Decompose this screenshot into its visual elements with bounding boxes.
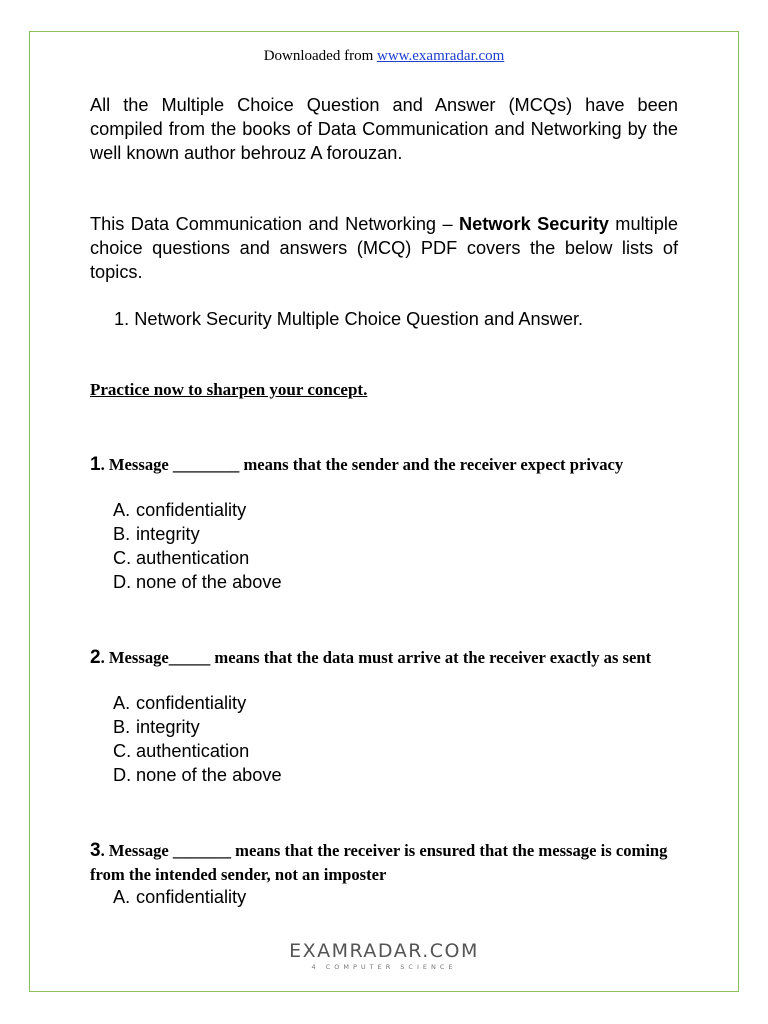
logo-tagline: 4 COMPUTER SCIENCE — [311, 963, 457, 971]
practice-heading: Practice now to sharpen your concept. — [90, 380, 368, 399]
option-b: B. integrity — [113, 717, 200, 737]
question-3 — [90, 839, 690, 887]
intro-paragraph-1-block — [90, 93, 678, 165]
question-text: . Message ________ means that the sender and the receiver expect privacy — [100, 455, 624, 474]
option-d: D. none of the above — [113, 765, 282, 785]
option-c: C. authentication — [113, 741, 250, 761]
question-2 — [90, 646, 690, 670]
question-number: 2 — [90, 647, 101, 668]
download-header — [0, 48, 768, 65]
logo-text: EXAMRADAR.COM — [289, 940, 479, 962]
question-2-options — [113, 691, 282, 787]
intro-paragraph-2: This Data Communication and Networking – Network Security multiple choice questions and answers (MCQ) PDF covers the below lists of topics. — [90, 214, 678, 282]
topic-highlight: Network Security — [458, 214, 609, 234]
question-text: . Message_____ means that the data must arrive at the receiver exactly as sent — [100, 648, 652, 667]
question-number: 1 — [90, 454, 101, 475]
option-c: C. authentication — [113, 548, 250, 568]
question-1 — [90, 453, 690, 477]
examradar-logo — [0, 940, 768, 971]
intro-paragraph-2-block — [90, 212, 678, 284]
option-a: A. confidentiality — [113, 887, 247, 907]
header-prefix: Downloaded from — [263, 48, 377, 64]
option-d: D. none of the above — [113, 572, 282, 592]
option-a: A. confidentiality — [113, 693, 247, 713]
option-b: B. integrity — [113, 524, 200, 544]
examradar-link[interactable]: www.examradar.com — [377, 48, 505, 64]
option-a: A. confidentiality — [113, 500, 247, 520]
question-number: 3 — [90, 840, 101, 861]
intro-paragraph-1: All the Multiple Choice Question and Answer (MCQs) have been compiled from the books of Data Communication and Networking by the well known author behrouz A forouzan. — [90, 95, 678, 163]
question-text: . Message _______ means that the receiver is ensured that the message is coming from the intended sender, not an imposter — [90, 841, 668, 884]
question-3-options — [113, 885, 246, 909]
topic-list-item: 1. Network Security Multiple Choice Question and Answer. — [114, 309, 584, 329]
question-1-options — [113, 498, 282, 594]
